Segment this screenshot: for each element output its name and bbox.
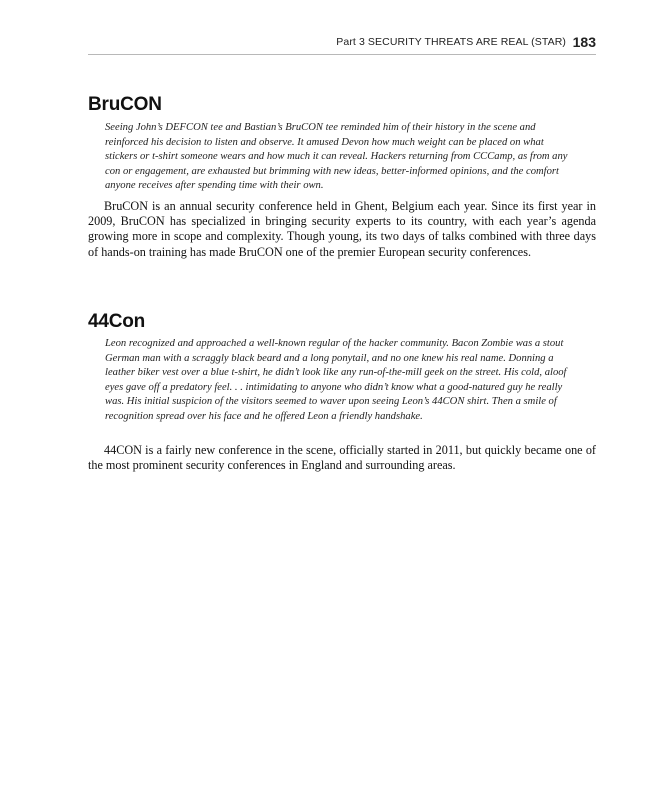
section-heading-brucon: BruCON (88, 94, 162, 115)
running-head-title: Part 3 SECURITY THREATS ARE REAL (STAR) (336, 36, 566, 48)
page-number: 183 (572, 34, 596, 50)
running-head (88, 36, 596, 55)
epigraph-brucon: Seeing John’s DEFCON tee and Bastian’s BruCON tee reminded him of their history in the scene and reinforced his decision to listen and observe. It amused Devon how much weight can be placed on what stickers or t-shirt someone wears and how much it can reveal. Hackers returning from CCCamp, as from any con or engagement, are exhausted but brimming with new ideas, better-informed opinions, and the comfort anyone receives after spending time with their own. (105, 122, 568, 192)
section-heading-44con: 44Con (88, 311, 146, 332)
epigraph-44con: Leon recognized and approached a well-known regular of the hacker community. Bacon Zombie was a stout German man with a scraggly black beard and a long ponytail, and no one knew his real name. Donning a leather biker vest over a blue t-shirt, he didn’t look like any run-of-the-mill geek on the street. His cold, aloof eyes gave off a predatory feel. . . intimidating to anyone who didn’t know what a good-natured guy he really was. His initial suspicion of the visitors seemed to waver upon seeing Leon’s 44CON shirt. Then a smile of recognition spread over his face and he offered Leon a friendly handshake. (105, 338, 567, 422)
body-paragraph-44con: 44CON is a fairly new conference in the scene, officially started in 2011, but quickly became one of the most prominent security conferences in England and surrounding areas. (88, 443, 596, 473)
body-paragraph-brucon: BruCON is an annual security conference held in Ghent, Belgium each year. Since its first year in 2009, BruCON has specialized in bringing security experts to its country, with each year’s agenda growing more in scope and complexity. Though young, its two days of talks combined with three days of hands-on training has made BruCON one of the premier European security conferences. (88, 199, 596, 259)
